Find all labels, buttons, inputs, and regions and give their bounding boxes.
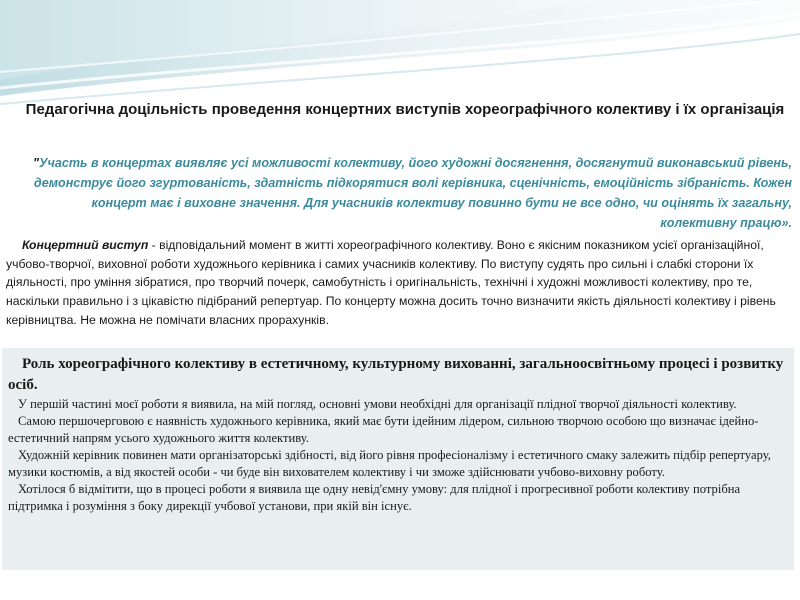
paragraph-text: - відповідальний момент в житті хореографічного колективу. Воно є якісним показником усієї організаційної, учбово-творчої, виховної роботи художнього керівника і самих учасників колективу. По виступу судять про сильні і слабкі сторони їх діяльності, про уміння зібратися, про творчий почерк, самобутність і оригінальність, технічні і художні можливості колективу, про те, наскільки правильно і з цікавістю підібраний репертуар. По концерту можна досить точно визначити якість діяльності колективу і рівень керівництва. Не можна не помічати власних прорахунків. bbox=[6, 238, 776, 327]
quote-open-mark: " bbox=[32, 156, 39, 170]
quote-block bbox=[20, 153, 792, 233]
box-paragraph: Самою першочерговою є наявність художнього керівника, який має бути ідейним лідером, сильною творчою особою що визначає ідейно-естетичний напрям усього художнього життя колективу. bbox=[8, 414, 759, 445]
box-heading-text: Роль хореографічного колективу в естетичному, культурному вихованні, загальноосвітньому процесі і розвитку осіб. bbox=[8, 356, 784, 393]
paragraph-lead: Концертний виступ bbox=[22, 238, 149, 252]
slide-title: Педагогічна доцільність проведення концертних виступів хореографічного колективу і їх організація bbox=[25, 101, 785, 118]
box-body bbox=[8, 396, 790, 515]
concert-paragraph bbox=[6, 236, 790, 330]
quote-text: Участь в концертах виявляє усі можливості колективу, його художні досягнення, досягнутий виконавський рівень, демонструє його згуртованість, здатність підкорятися волі керівника, сценічність, емоційність зібраність. Кожен концерт має і виховне значення. Для учасників колективу повинно бути не все одно, чи оцінять їх загальну, колективну працю». bbox=[33, 156, 792, 230]
decorative-header-band bbox=[0, 0, 800, 110]
box-paragraph: Художній керівник повинен мати організаторські здібності, від його рівня професіоналізму і естетичного смаку залежить підбір репертуару, музики костюмів, а від якостей особи - чи буде він вихователем колективу і чи зможе здійснювати учбово-виховну роботу. bbox=[8, 448, 771, 479]
box-paragraph: У першій частині моєї роботи я виявила, на мій погляд, основні умови необхідні для організації плідної творчої діяльності колективу. bbox=[18, 397, 737, 411]
box-heading bbox=[8, 354, 788, 396]
box-paragraph: Хотілося б відмітити, що в процесі роботи я виявила ще одну невід'ємну умову: для плідної і прогресивної роботи колективу потрібна підтримка і розуміння з боку дирекції учбової установи, при якій він існує. bbox=[8, 482, 741, 513]
